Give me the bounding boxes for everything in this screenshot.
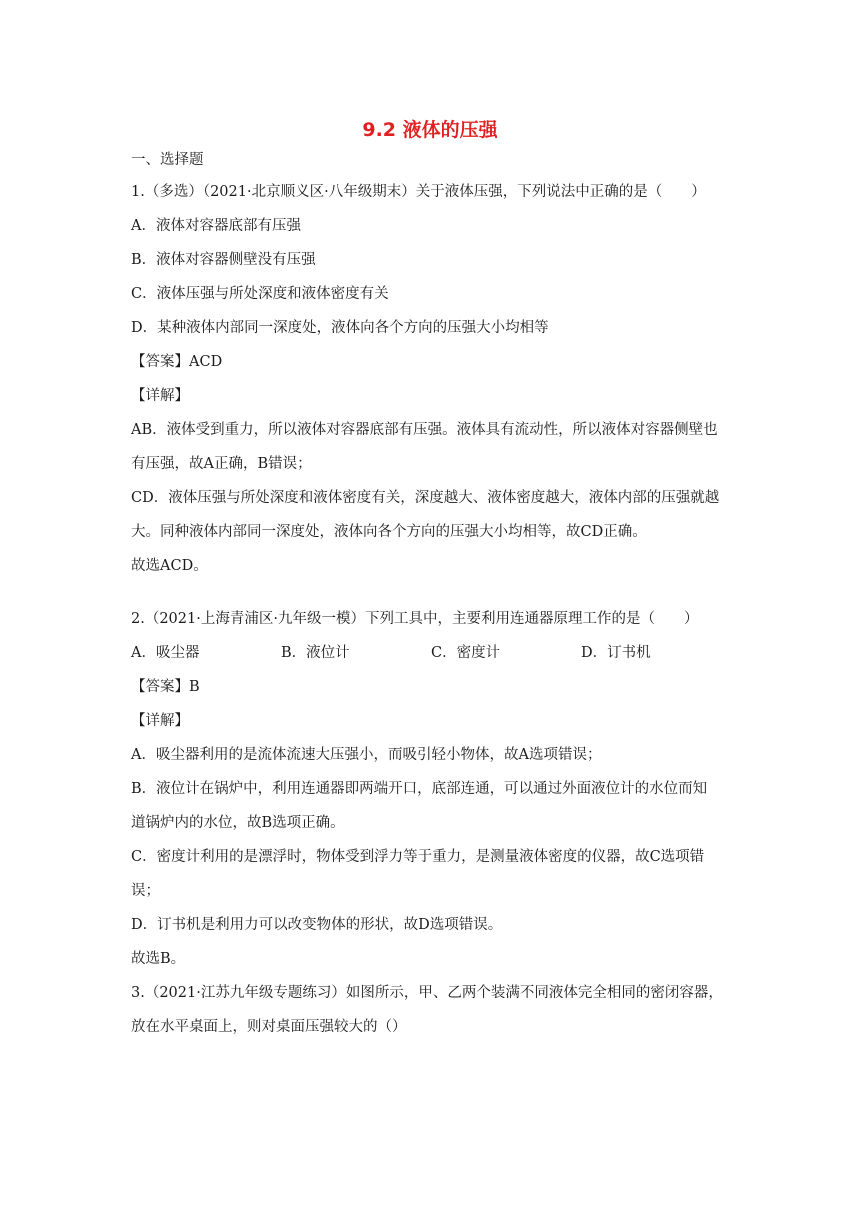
document-title: 9.2 液体的压强 [362,119,498,141]
q1-detail-line: 大。同种液体内部同一深度处，液体向各个方向的压强大小均相等，故CD正确。 [131,524,647,540]
q2-detail-line: 故选B。 [131,951,186,967]
q2-detail-line: D．订书机是利用力可以改变物体的形状，故D选项错误。 [131,917,503,933]
q2-detail-line: A．吸尘器利用的是流体流速大压强小，而吸引轻小物体，故A选项错误； [131,747,602,763]
q3-stem: 放在水平桌面上，则对桌面压强较大的（） [131,1019,407,1035]
q2-detail-line: C．密度计利用的是漂浮时，物体受到浮力等于重力，是测量液体密度的仪器，故C选项错 [131,849,705,865]
q2-detail-label: 【详解】 [131,713,189,729]
q2-option-a: A．吸尘器 [131,645,200,661]
section-heading: 一、选择题 [131,152,204,168]
q1-detail-label: 【详解】 [131,388,189,404]
q1-answer: 【答案】ACD [131,354,223,370]
q2-detail-line: 误； [131,883,160,899]
q2-option-c: C．密度计 [431,645,501,661]
q1-detail-line: 故选ACD。 [131,558,208,574]
q1-option-a: A．液体对容器底部有压强 [131,218,301,234]
q1-detail-line: AB．液体受到重力，所以液体对容器底部有压强。液体具有流动性，所以液体对容器侧壁也 [131,422,718,438]
q2-option-d: D．订书机 [581,645,651,661]
q3-stem: 3.（2021·江苏九年级专题练习）如图所示，甲、乙两个装满不同液体完全相同的密闭容器， [131,985,723,1001]
q1-option-b: B．液体对容器侧壁没有压强 [131,252,316,268]
q2-stem: 2.（2021·上海青浦区·九年级一模）下列工具中，主要利用连通器原理工作的是（ ） [131,611,699,627]
q1-detail-line: 有压强，故A正确，B错误； [131,456,312,472]
q2-detail-line: B．液位计在锅炉中，利用连通器即两端开口，底部连通，可以通过外面液位计的水位而知 [131,781,708,797]
q2-detail-line: 道锅炉内的水位，故B选项正确。 [131,815,345,831]
q2-option-b: B．液位计 [281,645,350,661]
q1-stem: 1.（多选）（2021·北京顺义区·八年级期末）关于液体压强，下列说法中正确的是（ ） [131,184,706,200]
q1-option-c: C．液体压强与所处深度和液体密度有关 [131,286,389,302]
q2-answer: 【答案】B [131,679,200,695]
q1-option-d: D．某种液体内部同一深度处，液体向各个方向的压强大小均相等 [131,320,549,336]
q1-detail-line: CD．液体压强与所处深度和液体密度有关，深度越大、液体密度越大，液体内部的压强就越 [131,490,720,506]
